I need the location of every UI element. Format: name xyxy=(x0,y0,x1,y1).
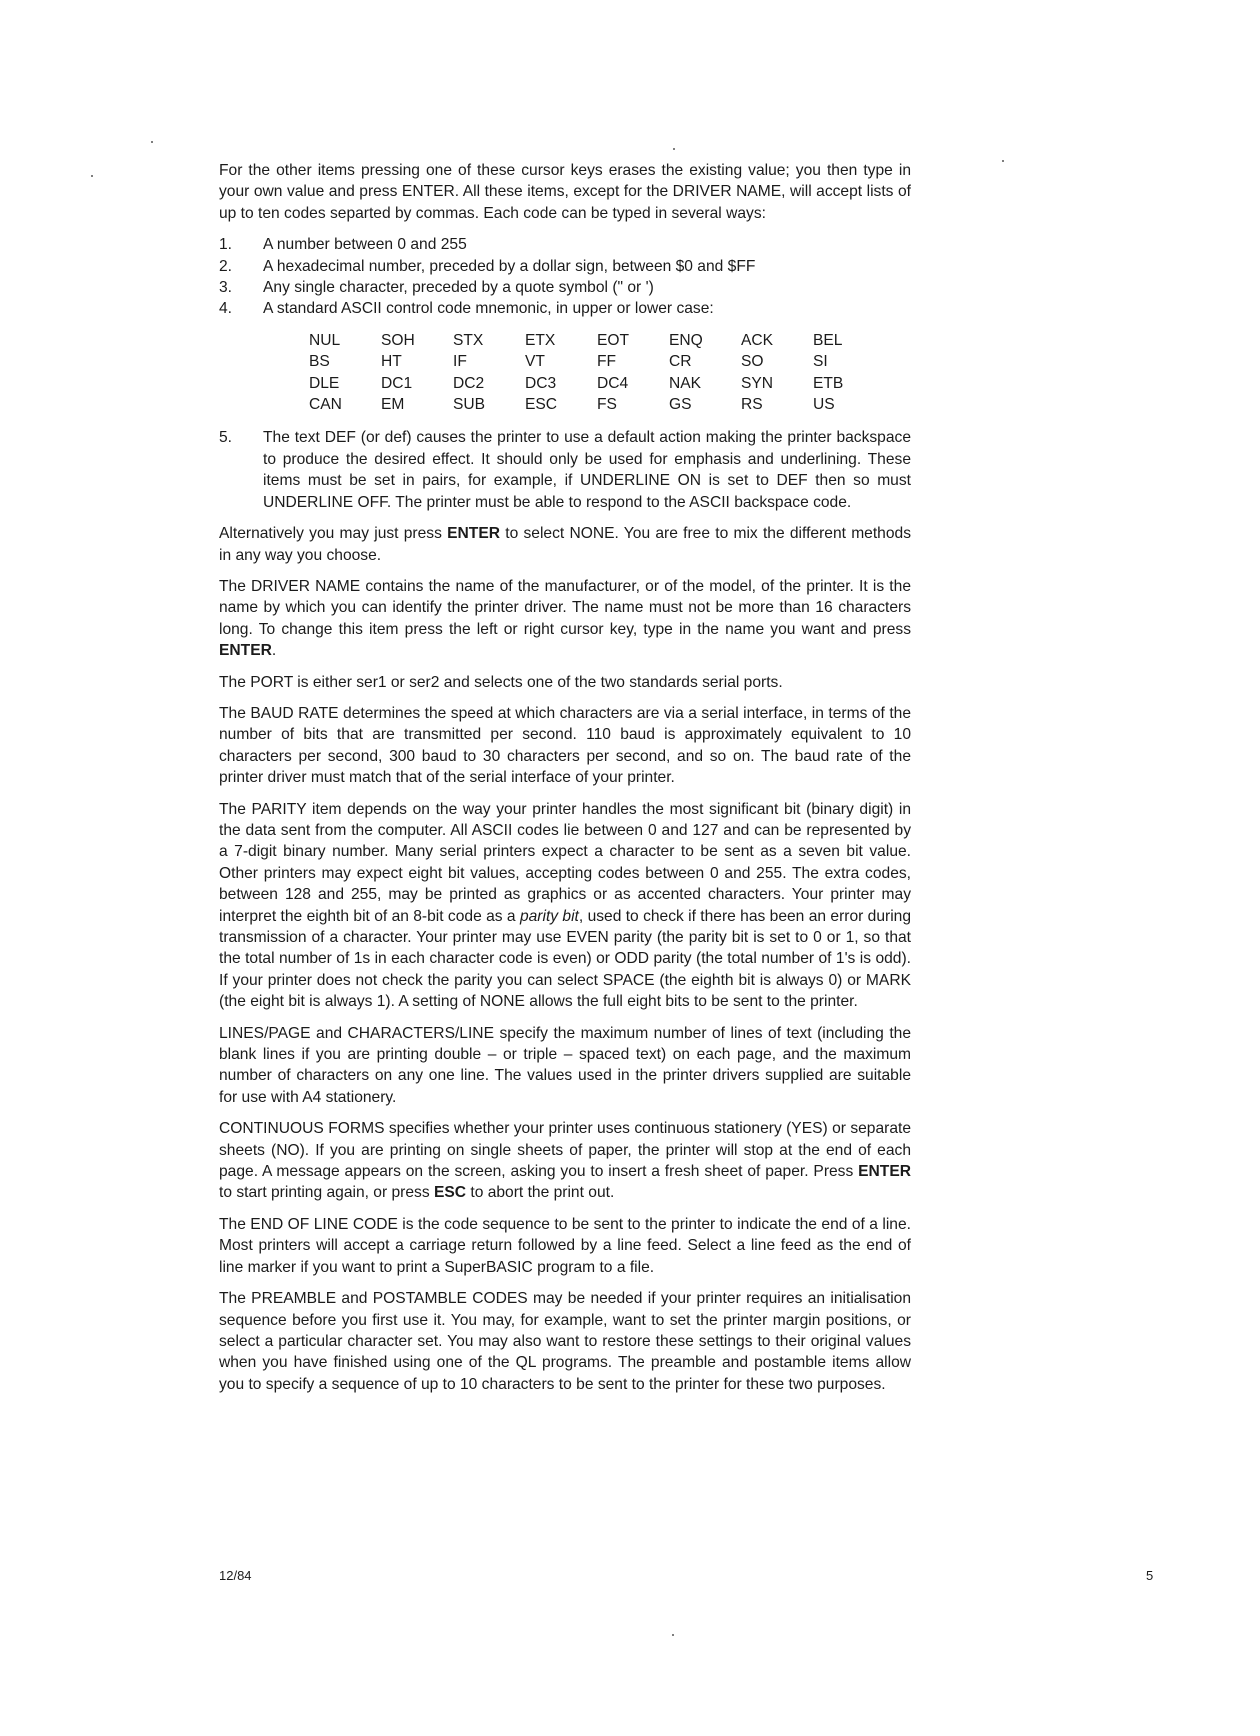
table-cell: ETB xyxy=(813,374,844,392)
scan-speck xyxy=(673,148,675,150)
table-cell: CR xyxy=(669,353,692,371)
table-cell: SYN xyxy=(741,374,774,392)
text-run: The DRIVER NAME contains the name of the manufacturer, or of the model, of the printer. It is the name by which you can identify the printer driver. The name must not be more than 16 characters long. To change this item press the left or right cursor key, type in the name you want and press xyxy=(219,577,911,638)
scan-speck xyxy=(91,175,93,177)
table-cell: DC1 xyxy=(381,374,413,392)
list-item xyxy=(219,298,911,319)
table-cell: US xyxy=(813,396,835,414)
table-cell: ESC xyxy=(525,396,558,414)
esc-key-label: ESC xyxy=(433,1184,467,1202)
table-cell: BEL xyxy=(813,331,843,349)
list-text: A number between 0 and 255 xyxy=(263,236,467,254)
table-row xyxy=(309,351,885,372)
body-text xyxy=(219,160,911,1405)
table-cell: ACK xyxy=(741,331,774,349)
table-cell: NAK xyxy=(669,374,702,392)
table-row xyxy=(309,373,885,394)
driver-name-paragraph xyxy=(219,576,911,662)
enter-key-label: ENTER xyxy=(219,642,272,660)
table-cell: NUL xyxy=(309,331,341,349)
list-number: 4. xyxy=(219,300,233,318)
table-row xyxy=(309,394,885,415)
table-cell: SOH xyxy=(381,331,415,349)
port-paragraph: The PORT is either ser1 or ser2 and selects one of the two standards serial ports. xyxy=(219,673,783,691)
table-cell: BS xyxy=(309,353,330,371)
list-text: A standard ASCII control code mnemonic, in upper or lower case: xyxy=(263,300,714,318)
table-row xyxy=(309,330,885,351)
list-number: 5. xyxy=(219,429,233,447)
table-cell: VT xyxy=(525,353,545,371)
table-cell: DC3 xyxy=(525,374,557,392)
list-item xyxy=(219,277,911,298)
table-cell: SO xyxy=(741,353,764,371)
table-cell: EM xyxy=(381,396,405,414)
end-of-line-paragraph: The END OF LINE CODE is the code sequence to be sent to the printer to indicate the end of a line. Most printers will accept a carriage return followed by a line feed. Select a line feed as the end of line marker if you want to print a SuperBASIC program to a file. xyxy=(219,1215,911,1276)
list-item-def xyxy=(219,427,911,513)
table-cell: CAN xyxy=(309,396,342,414)
code-format-list xyxy=(219,234,911,320)
alternatively-paragraph xyxy=(219,523,911,566)
text-run: , used to check if there has been an error during transmission of a character. Your printer may use EVEN parity (the parity bit is set to 0 or 1, so that the total number of 1s in each character code is even) or ODD parity (the total number of 1's is odd). If your printer does not check the parity you can select SPACE (the eighth bit is always 0) or MARK (the eight bit is always 1). A setting of NONE allows the full eight bits to be sent to the printer. xyxy=(219,907,912,1011)
parity-bit-term: parity bit xyxy=(519,907,579,925)
list-number: 3. xyxy=(219,279,233,297)
scan-speck xyxy=(1002,160,1004,162)
table-cell: GS xyxy=(669,396,692,414)
list-text: Any single character, preceded by a quote symbol (" or ') xyxy=(263,279,654,297)
list-text: A hexadecimal number, preceded by a dollar sign, between $0 and $FF xyxy=(263,257,756,275)
list-item xyxy=(219,256,911,277)
list-number: 1. xyxy=(219,236,233,254)
continuous-forms-paragraph xyxy=(219,1118,911,1204)
text-run: to abort the print out. xyxy=(466,1184,615,1202)
list-number: 2. xyxy=(219,257,233,275)
scan-speck xyxy=(151,141,153,143)
ascii-mnemonic-table xyxy=(309,330,885,416)
text-run: Alternatively you may just press xyxy=(219,525,448,543)
table-cell: HT xyxy=(381,353,402,371)
table-cell: ETX xyxy=(525,331,556,349)
text-run: CONTINUOUS FORMS specifies whether your printer uses continuous stationery (YES) or separate sheets (NO). If you are printing on single sheets of paper, the printer will stop at the end of each page. A message appears on the screen, asking you to insert a fresh sheet of paper. Press xyxy=(219,1120,911,1181)
preamble-paragraph: The PREAMBLE and POSTAMBLE CODES may be needed if your printer requires an initialisation sequence before you first use it. You may, for example, want to set the printer margin positions, or select a particular character set. You may also want to restore these settings to their original values when you have finished using one of the QL programs. The preamble and postamble items allow you to specify a sequence of up to 10 characters to be sent to the printer for these two purposes. xyxy=(219,1290,911,1393)
table-cell: ENQ xyxy=(669,331,703,349)
list-text: The text DEF (or def) causes the printer to use a default action making the printer backspace to produce the desired effect. It should only be used for emphasis and underlining. These items must be set in pairs, for example, if UNDERLINE ON is set to DEF then so must UNDERLINE OFF. The printer must be able to respond to the ASCII backspace code. xyxy=(263,429,911,511)
baud-rate-paragraph: The BAUD RATE determines the speed at which characters are via a serial interface, in terms of the number of bits that are transmitted per second. 110 baud is approximately equivalent to 10 characters per second, 300 baud to 30 characters per second, and so on. The baud rate of the printer driver must match that of the serial interface of your printer. xyxy=(219,704,911,787)
enter-key-label: ENTER xyxy=(858,1163,911,1181)
parity-paragraph xyxy=(219,799,911,1013)
table-cell: FS xyxy=(597,396,617,414)
lines-page-paragraph: LINES/PAGE and CHARACTERS/LINE specify the maximum number of lines of text (including the blank lines if you are printing double – or triple – spaced text) on each page, and the maximum number of characters on any one line. The values used in the printer drivers supplied are suitable for use with A4 stationery. xyxy=(219,1024,911,1106)
table-cell: STX xyxy=(453,331,484,349)
table-cell: RS xyxy=(741,396,763,414)
text-run: The PARITY item depends on the way your printer handles the most significant bit (binary digit) in the data sent from the computer. All ASCII codes lie between 0 and 127 and can be represented by a 7-digit binary number. Many serial printers expect a character to be sent as a seven bit value. Other printers may expect eight bit values, accepting codes between 0 and 255. The extra codes, between 128 and 255, may be printed as graphics or as accented characters. Your printer may interpret the eighth bit of an 8-bit code as a xyxy=(219,800,911,925)
footer-date: 12/84 xyxy=(219,1568,252,1583)
enter-key-label: ENTER xyxy=(447,525,500,543)
table-cell: SUB xyxy=(453,396,486,414)
text-run: . xyxy=(271,642,277,660)
table-cell: FF xyxy=(597,353,617,371)
list-item xyxy=(219,234,911,255)
table-cell: DLE xyxy=(309,374,340,392)
table-cell: IF xyxy=(453,353,467,371)
page-number: 5 xyxy=(1146,1568,1154,1583)
table-cell: DC2 xyxy=(453,374,485,392)
table-cell: SI xyxy=(813,353,828,371)
text-run: to start printing again, or press xyxy=(219,1184,434,1202)
text-run: to select NONE. You are free to mix the different methods in any way you choose. xyxy=(219,525,911,564)
table-cell: DC4 xyxy=(597,374,629,392)
scan-speck xyxy=(672,1634,674,1636)
intro-paragraph: For the other items pressing one of these cursor keys erases the existing value; you then type in your own value and press ENTER. All these items, except for the DRIVER NAME, will accept lists of up to ten codes separted by commas. Each code can be typed in several ways: xyxy=(219,162,911,222)
table-cell: EOT xyxy=(597,331,630,349)
